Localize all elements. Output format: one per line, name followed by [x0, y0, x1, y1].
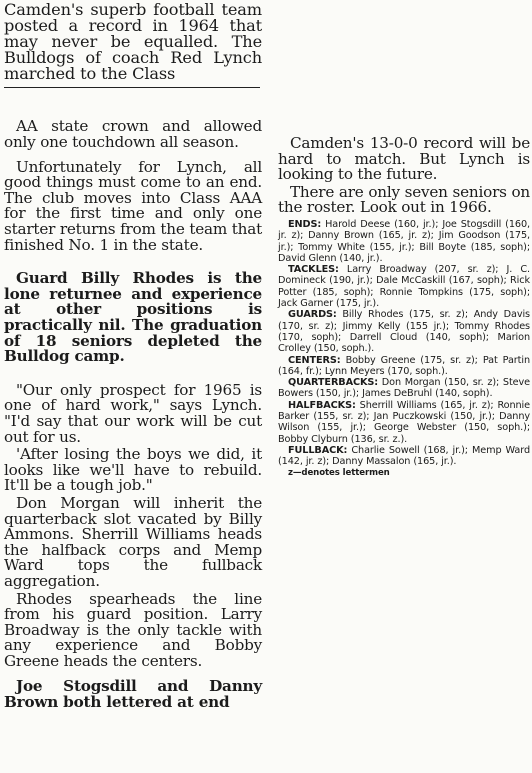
- roster-position: QUARTERBACKS:: [288, 377, 379, 389]
- roster-players: Harold Deese (160, jr.); Joe Stogsdill (160, jr. z); Danny Brown (165, jr. z); Jim Goodson (175, jr.); Tommy White (155, jr.); Bill Boyte (185, soph); David Glenn (140, jr.).: [278, 218, 530, 264]
- roster-guards: [278, 309, 530, 354]
- paragraph: Unfortunately for Lynch, all good things must come to an end. The club moves into Class AAA for the first time and only one starter returns from the team that finished No. 1 in the state.: [4, 157, 262, 254]
- paragraph: Guard Billy Rhodes is the lone returnee and experience at other positions is practically nil. The graduation of 18 seniors depleted the Bulldog camp.: [4, 269, 262, 366]
- paragraph: 'After losing the boys we did, it looks like we'll have to rebuild. It'll be a tough job.": [4, 445, 262, 495]
- letterman-footnote: z—denotes lettermen: [288, 467, 390, 478]
- paragraph: Rhodes spearheads the line from his guard position. Larry Broadway is the only tackle with any experience and Bobby Greene heads the centers.: [4, 589, 262, 670]
- paragraph: AA state crown and allowed only one touchdown all season.: [4, 117, 262, 151]
- section-rule: [4, 87, 260, 88]
- roster-position: FULLBACK:: [288, 444, 348, 456]
- roster: [278, 219, 530, 479]
- roster-position: HALFBACKS:: [288, 399, 356, 411]
- roster-players: Sherrill Williams (165, jr. z); Ronnie Barker (155, sr. z); Jan Puczkowski (150, jr.); Danny Wilson (155, jr.); George Webster (150, soph.); Bobby Clyburn (136, sr. z.).: [278, 399, 531, 445]
- right-column: [278, 0, 530, 479]
- roster-tackles: [278, 264, 530, 309]
- roster-position: TACKLES:: [288, 264, 339, 276]
- paragraph: "Our only prospect for 1965 is one of hard work," says Lynch. "I'd say that our work will be cut out for us.: [4, 380, 262, 446]
- roster-quarterbacks: [278, 377, 530, 400]
- roster-players: Billy Rhodes (175, sr. z); Andy Davis (170, sr. z); Jimmy Kelly (155 jr.); Tommy Rhodes (170, soph); Darrell Cloud (140, soph); Marion Crolley (150, soph.).: [278, 309, 530, 355]
- roster-position: GUARDS:: [288, 309, 337, 321]
- roster-players: Don Morgan (150, sr. z); Steve Bowers (150, jr.); James DeBruhl (140, soph).: [278, 377, 530, 400]
- paragraph: Camden's 13-0-0 record will be hard to match. But Lynch is looking to the future.: [278, 134, 530, 184]
- left-column: [4, 0, 262, 720]
- left-body: [4, 119, 262, 710]
- paragraph: Joe Stogsdill and Danny Brown both lettered at end: [4, 677, 262, 711]
- roster-players: Charlie Sowell (168, jr.); Memp Ward (142, jr. z); Danny Massalon (165, jr.).: [278, 444, 530, 468]
- roster-position: CENTERS:: [288, 354, 341, 366]
- roster-centers: [278, 355, 530, 378]
- roster-players: Bobby Greene (175, sr. z); Pat Partin (164, fr.); Lynn Meyers (170, soph.).: [278, 354, 530, 377]
- lead-paragraph: Camden's superb football team posted a record in 1964 that may never be equalled. The Bulldogs of coach Red Lynch marched to the Class: [4, 0, 262, 83]
- paragraph: Don Morgan will inherit the quarterback slot vacated by Billy Ammons. Sherrill Williams heads the halfback corps and Memp Ward tops the fullback aggregation.: [4, 493, 262, 590]
- roster-players: Larry Broadway (207, sr. z); J. C. Domineck (190, jr.); Dale McCaskill (167, soph); Rick Potter (185, soph); Ronnie Tompkins (175, soph); Jack Garner (175, jr.).: [278, 264, 530, 310]
- roster-fullback: [278, 445, 530, 468]
- roster-ends: [278, 219, 530, 264]
- right-body: [278, 136, 530, 216]
- roster-position: ENDS:: [288, 218, 322, 230]
- paragraph: There are only seven seniors on the roster. Look out in 1966.: [278, 182, 530, 217]
- roster-halfbacks: [278, 400, 530, 445]
